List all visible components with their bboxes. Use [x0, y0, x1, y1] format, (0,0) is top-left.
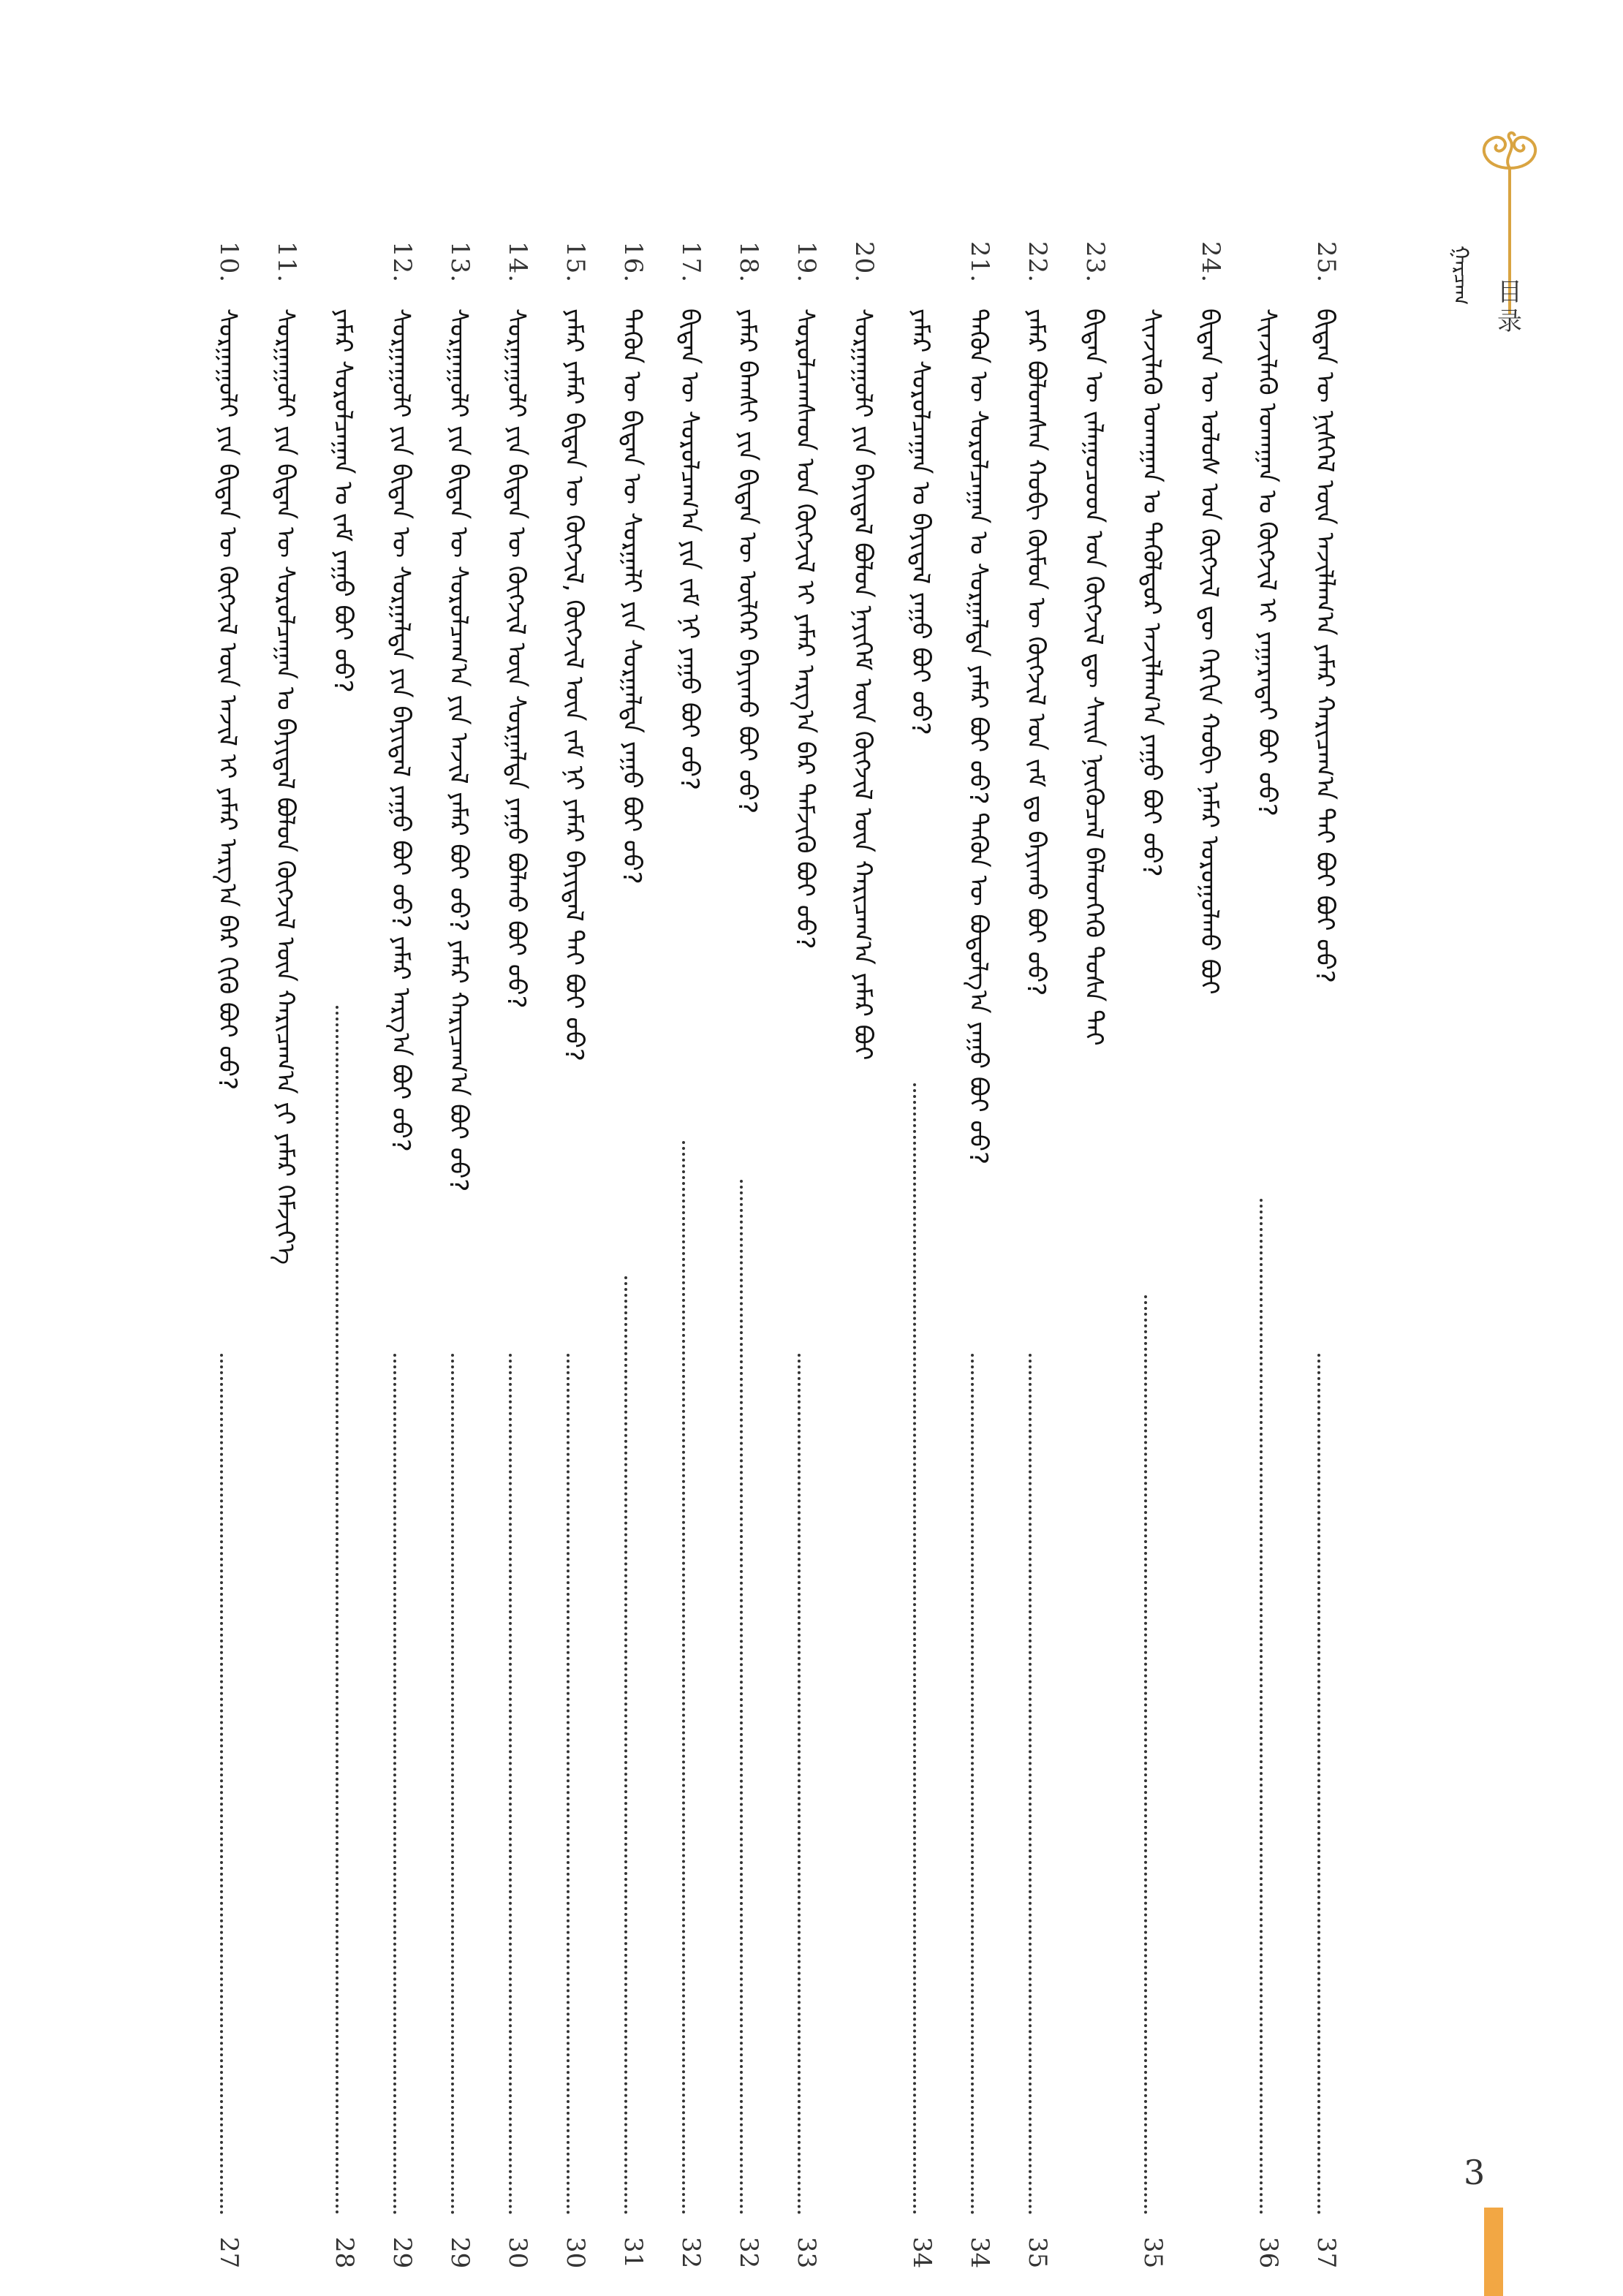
toc-entry-page: 29 — [445, 2237, 474, 2269]
toc-entry-page: 35 — [1023, 2237, 1052, 2269]
section-title-cn: 目录 — [1497, 278, 1522, 336]
toc-entry-page: 35 — [1138, 2237, 1168, 2269]
toc-entry-number: 23. — [1081, 241, 1110, 284]
toc-entry[interactable] — [385, 241, 417, 2269]
toc-leader-dots — [913, 1083, 931, 2215]
toc-leader-dots — [682, 1141, 700, 2215]
toc-entry-title: ᠰᠤᠷᠭᠠᠭᠤᠯᠢ ᠶᠢᠨ ᠪᠢᠳᠡᠨ ᠦ ᠬᠥᠭᠵᠢᠯ ᠦᠨ ᠰᠤᠷᠭᠠᠯᠲᠠ ᠶᠠᠭᠤ ᠪᠣᠯᠬᠤ ᠪᠤᠢ ᠦᠦ? — [502, 308, 531, 1009]
toc-entry-number — [904, 241, 937, 300]
toc-entry[interactable] — [500, 241, 532, 2269]
toc-entry-page: 29 — [387, 2237, 417, 2269]
toc-entry-number: 17. — [676, 241, 705, 284]
toc-entry-number: 21. — [965, 241, 994, 284]
toc-entry-page: 30 — [503, 2237, 532, 2269]
toc-entry-number: 10. — [214, 241, 243, 284]
toc-entry-number: 22. — [1023, 241, 1052, 284]
toc-entry[interactable] — [1020, 241, 1052, 2269]
toc-entry-number: 15. — [561, 241, 590, 284]
toc-leader-dots — [740, 1180, 757, 2215]
toc-entry[interactable] — [327, 241, 359, 2269]
toc-entry-page: 27 — [214, 2237, 243, 2269]
toc-entry-number: 16. — [618, 241, 648, 284]
toc-entry-title: ᠶᠠᠮᠠᠷ ᠰᠤᠷᠤᠯᠴᠠᠭᠠᠨ ᠤ ᠪᠠᠶᠢᠳᠠᠯ ᠶᠠᠭᠤ ᠪᠤᠢ ᠦᠦ? — [906, 308, 935, 735]
toc-entry-title: ᠪᠢᠳᠡᠨ ᠦ ᠰᠤᠷᠤᠯᠴᠠᠭ᠎ᠠ ᠶᠢᠨ ᠵᠠᠮ ᠨᠢ ᠶᠠᠭᠤ ᠪᠤᠢ ᠦᠦ? — [675, 308, 704, 791]
page-edge-tab — [1484, 2208, 1503, 2296]
toc-leader-dots — [393, 1354, 411, 2215]
toc-entry-number: 14. — [503, 241, 532, 284]
toc-entry-number — [327, 241, 359, 300]
toc-leader-dots — [451, 1354, 469, 2215]
toc-entry-title: ᠪᠢᠳᠡᠨ ᠦ ᠨᠢᠰᠬᠡᠯ ᠦᠨ ᠠᠵᠢᠯᠯᠠᠭ᠎ᠠ ᠶᠠᠮᠠᠷ ᠬᠠᠷᠢᠴᠠᠭ᠎ᠠ ᠲᠠᠢ ᠪᠤᠢ ᠪᠤᠢ ᠦᠦ? — [1310, 308, 1339, 983]
toc-entry-title: ᠰᠤᠷᠭᠠᠭᠤᠯᠢ ᠶᠢᠨ ᠪᠢᠳᠡᠨ ᠦ ᠰᠤᠷᠭᠠᠯᠲᠠ ᠶᠢᠨ ᠪᠠᠶᠢᠳᠠᠯ ᠶᠠᠭᠤ ᠪᠤᠢ ᠦᠦ? ᠶᠠᠮᠠᠷ ᠠᠷᠭ᠎ᠠ ᠪᠤᠢ ᠦᠦ? — [386, 308, 415, 1152]
toc-leader-dots — [1029, 1354, 1046, 2215]
toc-entry-page: 28 — [330, 2237, 359, 2269]
toc-entry-page: 34 — [965, 2237, 994, 2269]
toc-entry-number: 12. — [387, 241, 417, 284]
toc-entry-page: 36 — [1254, 2237, 1283, 2269]
toc-entry[interactable] — [211, 241, 243, 2269]
toc-entry-title: ᠶᠠᠮᠠᠷ ᠪᠣᠯᠣᠭᠰᠠᠨ ᠬᠤᠪᠢ ᠬᠥᠮᠦᠨ ᠦ ᠬᠥᠭᠵᠢᠯ ᠤᠨ ᠵᠠᠮ ᠳᠤ ᠪᠠᠶᠢᠬᠤ ᠪᠤᠢ ᠦᠦ? — [1021, 308, 1051, 996]
toc-entry-number: 13. — [445, 241, 474, 284]
toc-entry[interactable] — [731, 241, 763, 2269]
toc-entry-title: ᠰᠤᠷᠭᠠᠭᠤᠯᠢ ᠶᠢᠨ ᠪᠢᠳᠡᠨ ᠦ ᠬᠥᠭᠵᠢᠯ ᠦᠨ ᠠᠵᠢᠯ ᠢ ᠶᠠᠮᠠᠷ ᠠᠷᠭ᠎ᠠ ᠪᠠᠷ ᠬᠢᠬᠦ ᠪᠤᠢ ᠦᠦ? — [213, 308, 242, 1091]
toc-entry-title: ᠪᠢᠳᠡᠨ ᠦ ᠵᠠᠯᠠᠭᠤᠴᠤᠳ ᠤᠨ ᠬᠥᠭᠵᠢᠯ ᠳᠦ ᠰᠠᠢᠨ ᠨᠥᠬᠦᠴᠡᠯ ᠪᠡᠯᠡᠳᠬᠡᠬᠦ ᠲᠤᠰᠠ ᠲᠠᠢ — [1079, 308, 1108, 1046]
toc-entry-number: 18. — [734, 241, 763, 284]
toc-entry[interactable] — [558, 241, 590, 2269]
section-title-mn: ᠭᠠᠷᠴᠠᠭ — [1449, 246, 1473, 306]
toc-entry-title: ᠰᠤᠷᠭᠠᠭᠤᠯᠢ ᠶᠢᠨ ᠪᠢᠳᠡᠨ ᠦ ᠰᠤᠷᠤᠯᠴᠠᠭ᠎ᠠ ᠶᠢᠨ ᠠᠵᠢᠯ ᠶᠠᠮᠠᠷ ᠪᠤᠢ ᠦᠦ? ᠶᠠᠮᠠᠷ ᠬᠠᠷᠢᠴᠠᠭ᠎ᠠ ᠪᠤᠢ ᠦᠦ? — [444, 308, 473, 1192]
toc-entry-number: 19. — [792, 241, 821, 284]
toc-entry-title: ᠰᠢᠨᠵᠢᠯᠡᠬᠦ ᠤᠬᠠᠭᠠᠨ ᠤ ᠬᠦᠭᠵᠢᠯ ᠢ ᠶᠠᠭᠠᠷᠠᠲᠠᠢ ᠪᠤᠢ ᠦᠦ? — [1252, 308, 1282, 817]
toc-entry[interactable] — [442, 241, 474, 2269]
toc-entry[interactable] — [616, 241, 648, 2269]
toc-leader-dots — [509, 1354, 526, 2215]
toc-entry-title: ᠰᠤᠷᠤᠯᠴᠠᠭᠰᠠᠳ ᠤᠨ ᠬᠥᠭᠵᠢᠯ ᠢ ᠶᠠᠮᠠᠷ ᠠᠷᠭ᠎ᠠ ᠪᠠᠷ ᠳᠡᠮᠵᠢᠬᠦ ᠪᠤᠢ ᠦᠦ? — [790, 308, 820, 950]
toc-entry[interactable] — [904, 241, 937, 2269]
toc-entry-title: ᠰᠢᠨᠵᠢᠯᠡᠬᠦ ᠤᠬᠠᠭᠠᠨ ᠤ ᠲᠡᠭᠦᠯᠳᠦᠷ ᠠᠵᠢᠯᠯᠠᠭ᠎ᠠ ᠶᠠᠭᠤ ᠪᠤᠢ ᠦᠦ? — [1137, 308, 1166, 877]
toc-leader-dots — [798, 1354, 815, 2215]
toc-leader-dots — [1260, 1199, 1277, 2215]
toc-leader-dots — [1317, 1354, 1335, 2215]
toc-leader-dots — [336, 1006, 353, 2215]
toc-entry-page: 33 — [792, 2237, 821, 2269]
toc-leader-dots — [567, 1354, 584, 2215]
toc-entry-page: 32 — [676, 2237, 705, 2269]
toc-entry[interactable] — [962, 241, 994, 2269]
toc-entry-title: ᠲᠡᠭᠦᠨ ᠦ ᠪᠢᠳᠡᠨ ᠦ ᠰᠤᠷᠭᠠᠯᠢ ᠶᠢᠨ ᠰᠤᠷᠭᠠᠯᠲᠠ ᠶᠠᠭᠤ ᠪᠤᠢ ᠦᠦ? — [617, 308, 646, 884]
toc-entry-title: ᠰᠤᠷᠭᠠᠭᠤᠯᠢ ᠶᠢᠨ ᠪᠢᠳᠡᠨ ᠦ ᠰᠤᠷᠤᠯᠴᠠᠭᠠᠨ ᠤ ᠪᠠᠶᠢᠳᠠᠯ ᠪᠣᠯᠤᠨ ᠬᠥᠭᠵᠢᠯ ᠦᠨ ᠬᠠᠷᠢᠴᠠᠭ᠎ᠠ ᠶᠢ ᠶᠠᠮᠠᠷ ᠬᠡᠮᠵᠢᠶ᠎ᠡ — [270, 308, 300, 1265]
toc-entry-number: 20. — [850, 241, 879, 284]
toc-entry-title: ᠶᠠᠮᠠᠷ ᠰᠤᠷᠤᠯᠴᠠᠭᠠᠨ ᠤ ᠵᠠᠮ ᠶᠠᠭᠤ ᠪᠤᠢ ᠦᠦ? — [328, 308, 357, 693]
toc-entry-title: ᠪᠢᠳᠡᠨ ᠦ ᠤᠯᠤᠰ ᠤᠨ ᠬᠥᠭᠵᠢᠯ ᠳᠦ ᠬᠡᠷᠬᠢᠨ ᠬᠤᠪᠢ ᠨᠡᠮᠡᠷ ᠤᠷᠤᠭᠤᠯᠬᠤ ᠪᠤᠢ — [1195, 308, 1224, 995]
toc-entry-number: 25. — [1312, 241, 1341, 284]
page-number: 3 — [1464, 2153, 1486, 2192]
toc-leader-dots — [220, 1354, 238, 2215]
toc-entry[interactable] — [789, 241, 821, 2269]
toc-entry-page: 31 — [618, 2237, 648, 2269]
toc-entry[interactable] — [1309, 241, 1341, 2269]
toc-entry-title: ᠶᠠᠮᠠᠷ ᠪᠠᠭᠰᠢ ᠶᠢᠨ ᠪᠢᠳᠡᠨ ᠦ ᠦᠯᠭᠡᠷ ᠪᠠᠶᠢᠬᠤ ᠪᠤᠢ ᠦᠦ? — [733, 308, 762, 814]
toc-leader-dots — [1144, 1295, 1162, 2215]
toc-entry[interactable] — [1135, 241, 1168, 2269]
toc-leader-dots — [971, 1354, 988, 2215]
toc-entry[interactable] — [673, 241, 705, 2269]
toc-entry-number: 11. — [272, 241, 301, 284]
toc-entry-page: 30 — [561, 2237, 590, 2269]
toc-entry-number: 24. — [1196, 241, 1225, 284]
toc-entry-page: 37 — [1312, 2237, 1341, 2269]
toc-entry[interactable] — [269, 241, 301, 2047]
toc-entry-page: 34 — [907, 2237, 937, 2269]
toc-entry[interactable] — [1251, 241, 1283, 2269]
toc-entry-title: ᠰᠤᠷᠭᠠᠭᠤᠯᠢ ᠶᠢᠨ ᠪᠠᠶᠢᠳᠠᠯ ᠪᠣᠯᠤᠨ ᠨᠡᠶᠢᠭᠡᠮ ᠦᠨ ᠬᠥᠭᠵᠢᠯ ᠦᠨ ᠬᠠᠷᠢᠴᠠᠭ᠎ᠠ ᠶᠠᠮᠠᠷ ᠪᠤᠢ — [848, 308, 877, 1061]
toc-entry-page: 32 — [734, 2237, 763, 2269]
toc-entry[interactable] — [847, 241, 879, 2047]
toc-leader-dots — [624, 1276, 642, 2215]
toc-entry-title: ᠲᠡᠭᠦᠨ ᠦ ᠰᠤᠷᠤᠯᠴᠠᠭᠠᠨ ᠤ ᠰᠤᠷᠭᠠᠯᠲᠠ ᠶᠠᠮᠠᠷ ᠪᠤᠢ ᠦᠦ? ᠲᠡᠭᠦᠨ ᠦ ᠪᠤᠳᠤᠯᠭ᠎ᠠ ᠶᠠᠭᠤ ᠪᠤᠢ ᠦᠦ? — [964, 308, 993, 1165]
toc-entry-number — [1251, 241, 1283, 300]
toc-entry-title: ᠶᠠᠮᠠᠷ ᠶᠠᠮᠠᠷ ᠪᠢᠳᠡᠨ ᠦ ᠬᠥᠭᠵᠢᠯ, ᠬᠥᠭᠵᠢᠯ ᠦᠨ ᠵᠠᠮ ᠨᠢ ᠶᠠᠮᠠᠷ ᠪᠠᠶᠢᠳᠠᠯ ᠲᠠᠢ ᠪᠤᠢ ᠦᠦ? — [559, 308, 589, 1061]
toc-entry-number — [1135, 241, 1168, 300]
toc-entry[interactable] — [1078, 241, 1110, 2047]
toc-entry[interactable] — [1193, 241, 1225, 2047]
